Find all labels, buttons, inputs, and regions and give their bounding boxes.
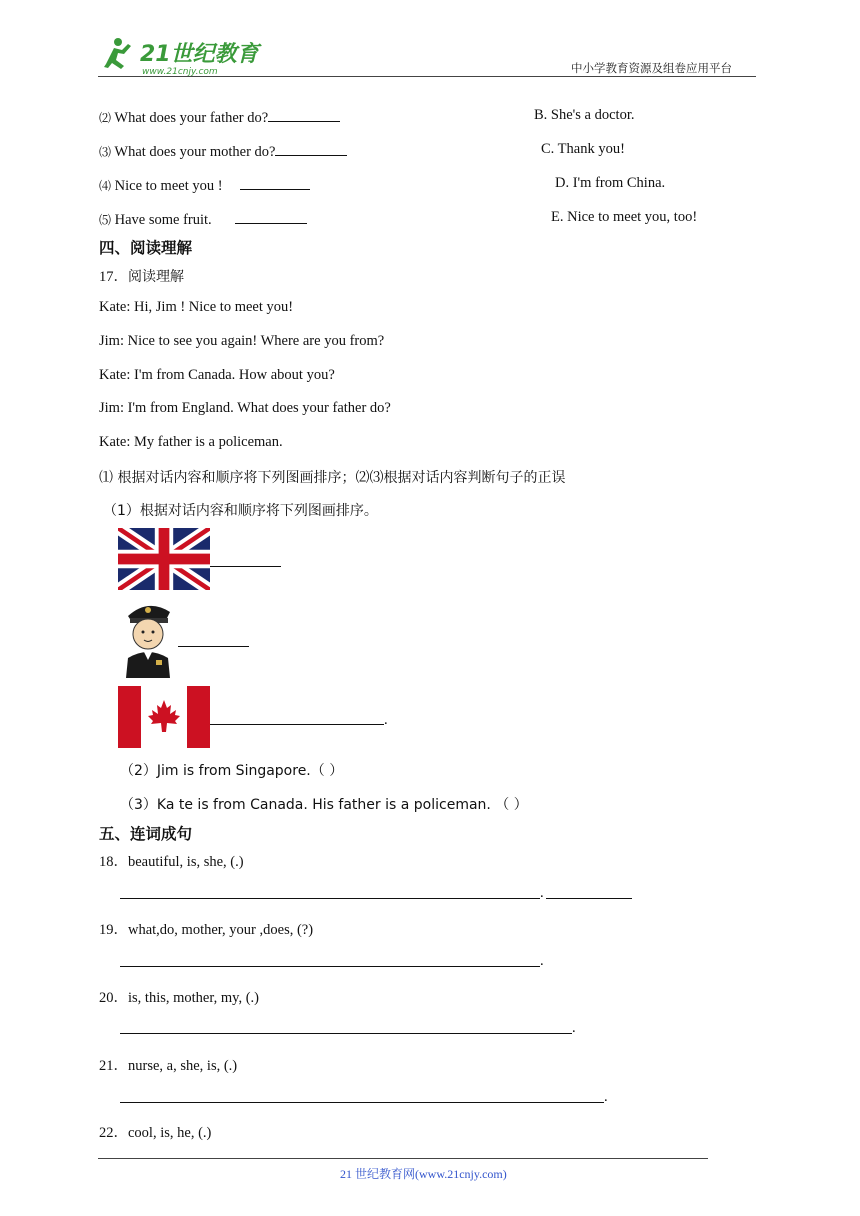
dialogue-line: Kate: Hi, Jim ! Nice to meet you! xyxy=(99,299,294,315)
dialogue-line: Kate: I'm from Canada. How about you? xyxy=(99,367,335,383)
uk-flag-image xyxy=(118,528,210,590)
matching-question-2: ⑵ What does your father do? xyxy=(99,107,340,127)
section-heading-reading: 四、阅读理解 xyxy=(99,239,193,257)
period-mark: . xyxy=(540,885,544,901)
answer-blank-canada[interactable] xyxy=(210,724,384,725)
dialogue-line: Jim: I'm from England. What does your father do? xyxy=(99,400,391,416)
policeman-image xyxy=(120,598,176,678)
question-17-title: 17．阅读理解 xyxy=(99,269,184,285)
period-mark: . xyxy=(384,712,388,728)
answer-line-21[interactable] xyxy=(120,1102,604,1103)
question-21: 21．nurse, a, she, is, (.) xyxy=(99,1058,238,1074)
matching-question-4: ⑷ Nice to meet you ! xyxy=(99,175,310,195)
dialogue-line: Kate: My father is a policeman. xyxy=(99,434,283,450)
answer-blank-policeman[interactable] xyxy=(178,646,249,647)
question-22: 22．cool, is, he, (.) xyxy=(99,1125,212,1141)
site-logo xyxy=(96,34,266,78)
matching-answer-d: D. I'm from China. xyxy=(555,175,666,191)
reading-instructions: ⑴ 根据对话内容和顺序将下列图画排序；⑵⑶根据对话内容判断句子的正误 xyxy=(99,470,566,486)
canada-flag-image xyxy=(118,686,210,748)
question-19: 19．what,do, mother, your ,does, (?) xyxy=(99,922,314,938)
sub-question-2: （2）Jim is from Singapore.（ ） xyxy=(120,763,344,779)
matching-answer-b: B. She's a doctor. xyxy=(534,107,635,123)
question-18: 18．beautiful, is, she, (.) xyxy=(99,854,244,870)
answer-line-20[interactable] xyxy=(120,1033,572,1034)
question-20: 20．is, this, mother, my, (.) xyxy=(99,990,259,1006)
answer-line-18[interactable] xyxy=(120,898,540,899)
logo-url-text: www.21cnjy.com xyxy=(142,67,218,77)
logo-main-text: 21世纪教育 xyxy=(140,42,259,67)
matching-answer-c: C. Thank you! xyxy=(541,141,625,157)
dialogue-line: Jim: Nice to see you again! Where are you from? xyxy=(99,333,385,349)
period-mark: . xyxy=(604,1089,608,1105)
footer-link[interactable]: 21 世纪教育网(www.21cnjy.com) xyxy=(340,1167,507,1181)
header-platform-text: 中小学教育资源及组卷应用平台 xyxy=(571,61,732,75)
footer-divider xyxy=(98,1158,708,1159)
header-divider xyxy=(98,76,756,77)
sub-question-3: （3）Ka te is from Canada. His father is a policeman. （ ） xyxy=(120,797,528,813)
answer-blank-uk[interactable] xyxy=(210,566,281,567)
matching-question-5: ⑸ Have some fruit. xyxy=(99,209,307,229)
period-mark: . xyxy=(572,1020,576,1036)
section-heading-sentences: 五、连词成句 xyxy=(99,825,193,843)
matching-answer-e: E. Nice to meet you, too! xyxy=(551,209,698,225)
answer-line-18-tail[interactable] xyxy=(546,898,632,899)
answer-line-19[interactable] xyxy=(120,966,540,967)
period-mark: . xyxy=(540,953,544,969)
sub-question-1: （1）根据对话内容和顺序将下列图画排序。 xyxy=(103,503,378,519)
matching-question-3: ⑶ What does your mother do? xyxy=(99,141,347,161)
